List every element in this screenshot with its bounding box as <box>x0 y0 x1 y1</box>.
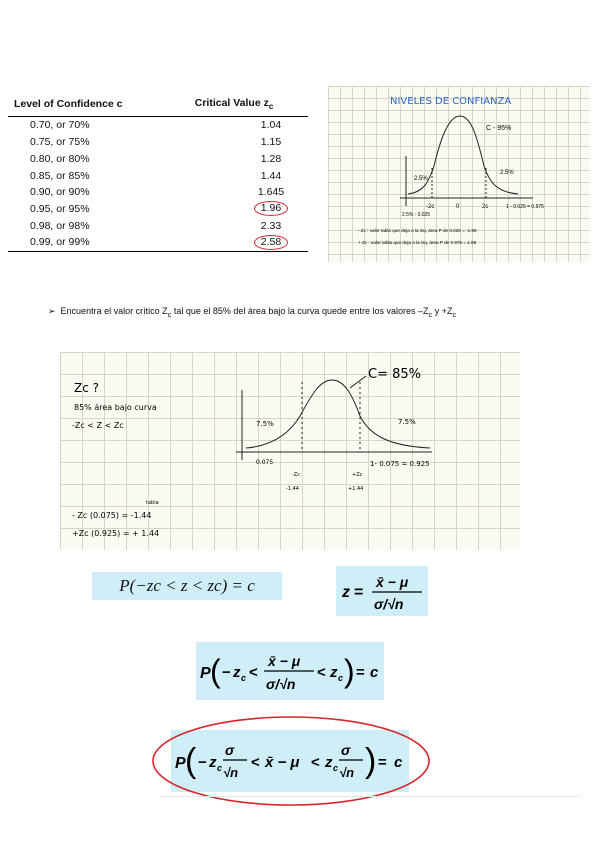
note1-axis-left: 2.5% : 0.025 <box>402 212 431 218</box>
svg-text:=: = <box>354 584 364 601</box>
svg-text:x̄ − μ: x̄ − μ <box>268 653 301 669</box>
note2-area-text: 85% área bajo curva <box>74 403 157 412</box>
svg-text:<: < <box>311 754 320 771</box>
svg-text:<: < <box>317 664 326 681</box>
svg-text:σ/√n: σ/√n <box>374 596 404 612</box>
table-row: 0.98, or 98% 2.33 <box>30 219 282 232</box>
svg-text:): ) <box>365 742 377 780</box>
normal-curve-sketch <box>328 86 590 262</box>
svg-text:−: − <box>222 664 231 681</box>
svg-text:σ: σ <box>341 742 351 758</box>
svg-text:z: z <box>325 754 333 771</box>
note2-right-tail: 7.5% <box>398 418 416 426</box>
table-row: 0.85, or 85% 1.44 <box>30 169 282 182</box>
notebook-sketch-85-percent <box>60 352 520 550</box>
normal-curve-sketch-85 <box>60 352 520 550</box>
note2-neg-zc: -Zc <box>292 472 300 478</box>
table-row: 0.80, or 80% 1.28 <box>30 152 282 165</box>
note2-pos-val: +1.44 <box>348 486 364 492</box>
svg-text:x̄ − μ: x̄ − μ <box>265 754 300 771</box>
note1-c-label: C - 95% <box>486 125 512 132</box>
note2-calc2: +Zc (0.925) = + 1.44 <box>72 529 160 538</box>
note2-left-tail: 7.5% <box>256 420 274 428</box>
svg-text:(: ( <box>185 742 197 780</box>
circled-value: 2.58 <box>254 235 288 250</box>
header-critical-value: Critical Value $z_c$ <box>158 92 308 117</box>
note2-right-axis: 1- 0.075 = 0.925 <box>370 460 430 468</box>
svg-text:P: P <box>200 665 211 682</box>
svg-text:z: z <box>342 584 350 601</box>
formula-3-svg <box>196 642 384 700</box>
standardized-probability-formula <box>196 642 384 700</box>
note2-c-label: C= 85% <box>368 367 421 382</box>
svg-text:z: z <box>233 664 241 681</box>
note1-title: NIVELES DE CONFIANZA <box>390 96 512 107</box>
svg-text:<: < <box>249 664 258 681</box>
svg-text:σ: σ <box>225 742 235 758</box>
table-row: 0.70, or 70% 1.04 <box>30 119 282 132</box>
svg-text:c: c <box>370 664 379 681</box>
svg-text:x̄ − μ: x̄ − μ <box>376 574 409 590</box>
note1-line1: - Zc : valor tabla que deja a la izq. área P de 0.025 = -1.96 <box>358 228 477 233</box>
notebook-sketch-confidence-levels <box>328 86 590 262</box>
svg-text:<: < <box>251 754 260 771</box>
svg-text:√n: √n <box>223 765 239 780</box>
svg-text:P: P <box>175 755 186 772</box>
svg-text:c: c <box>241 673 247 683</box>
svg-text:c: c <box>217 763 223 773</box>
note1-left-tail: 2.5% <box>414 176 428 182</box>
table-row: 0.99, or 99% 2.58 <box>8 234 308 251</box>
table-row: 0.95, or 95% 1.96 <box>8 201 308 218</box>
note2-inequality: -Zc < Z < Zc <box>72 421 124 430</box>
note1-tick-left: -2c <box>426 204 435 210</box>
note1-right-tail: 2.5% <box>500 170 514 176</box>
svg-text:z: z <box>209 754 217 771</box>
svg-text:σ/√n: σ/√n <box>266 676 296 692</box>
circled-value: 1.96 <box>254 201 288 216</box>
svg-text:(: ( <box>210 653 221 689</box>
svg-text:−: − <box>198 754 207 771</box>
note2-left-axis: 0.075 <box>256 459 274 466</box>
note1-line2: + Zc : valor tabla que deja a la izq. área P de 0.975 = 1.96 <box>358 240 477 245</box>
note2-calc1: - Zc (0.075) = -1.44 <box>72 511 152 520</box>
svg-text:c: c <box>394 754 403 771</box>
note2-zc-question: Zc ? <box>74 381 100 395</box>
table-row: 0.90, or 90% 1.645 <box>30 186 285 199</box>
arrow-bullet-icon: ➢ <box>48 306 61 316</box>
svg-text:=: = <box>356 664 365 681</box>
svg-text:c: c <box>338 673 344 683</box>
probability-formula: P(−zc < z < zc) = c <box>92 572 282 600</box>
header-level: Level of Confidence c <box>8 92 158 117</box>
svg-text:=: = <box>378 754 387 771</box>
note1-tick-right: 2c <box>482 204 489 210</box>
note1-tick-zero: 0 <box>456 204 460 210</box>
note2-tabla-label: tabla <box>146 500 159 506</box>
svg-text:z: z <box>330 664 338 681</box>
note2-pos-zc: +Zc <box>352 472 363 478</box>
svg-text:c: c <box>333 763 339 773</box>
z-score-formula <box>336 566 428 616</box>
svg-text:√n: √n <box>339 765 355 780</box>
critical-value-table <box>8 92 308 252</box>
exercise-prompt: ➢ Encuentra el valor crítico $Z_c$ tal que el 85% del área bajo la curva quede entre los valores $-Z_c$ $y +Z_c$ <box>48 306 457 319</box>
svg-text:): ) <box>344 653 355 689</box>
divider <box>160 796 580 797</box>
note1-axis-right: 1 - 0.025 = 0.975 <box>506 204 544 210</box>
z-formula-svg <box>336 566 428 616</box>
table-row: 0.75, or 75% 1.15 <box>30 136 282 149</box>
note2-neg-val: -1.44 <box>286 486 299 492</box>
